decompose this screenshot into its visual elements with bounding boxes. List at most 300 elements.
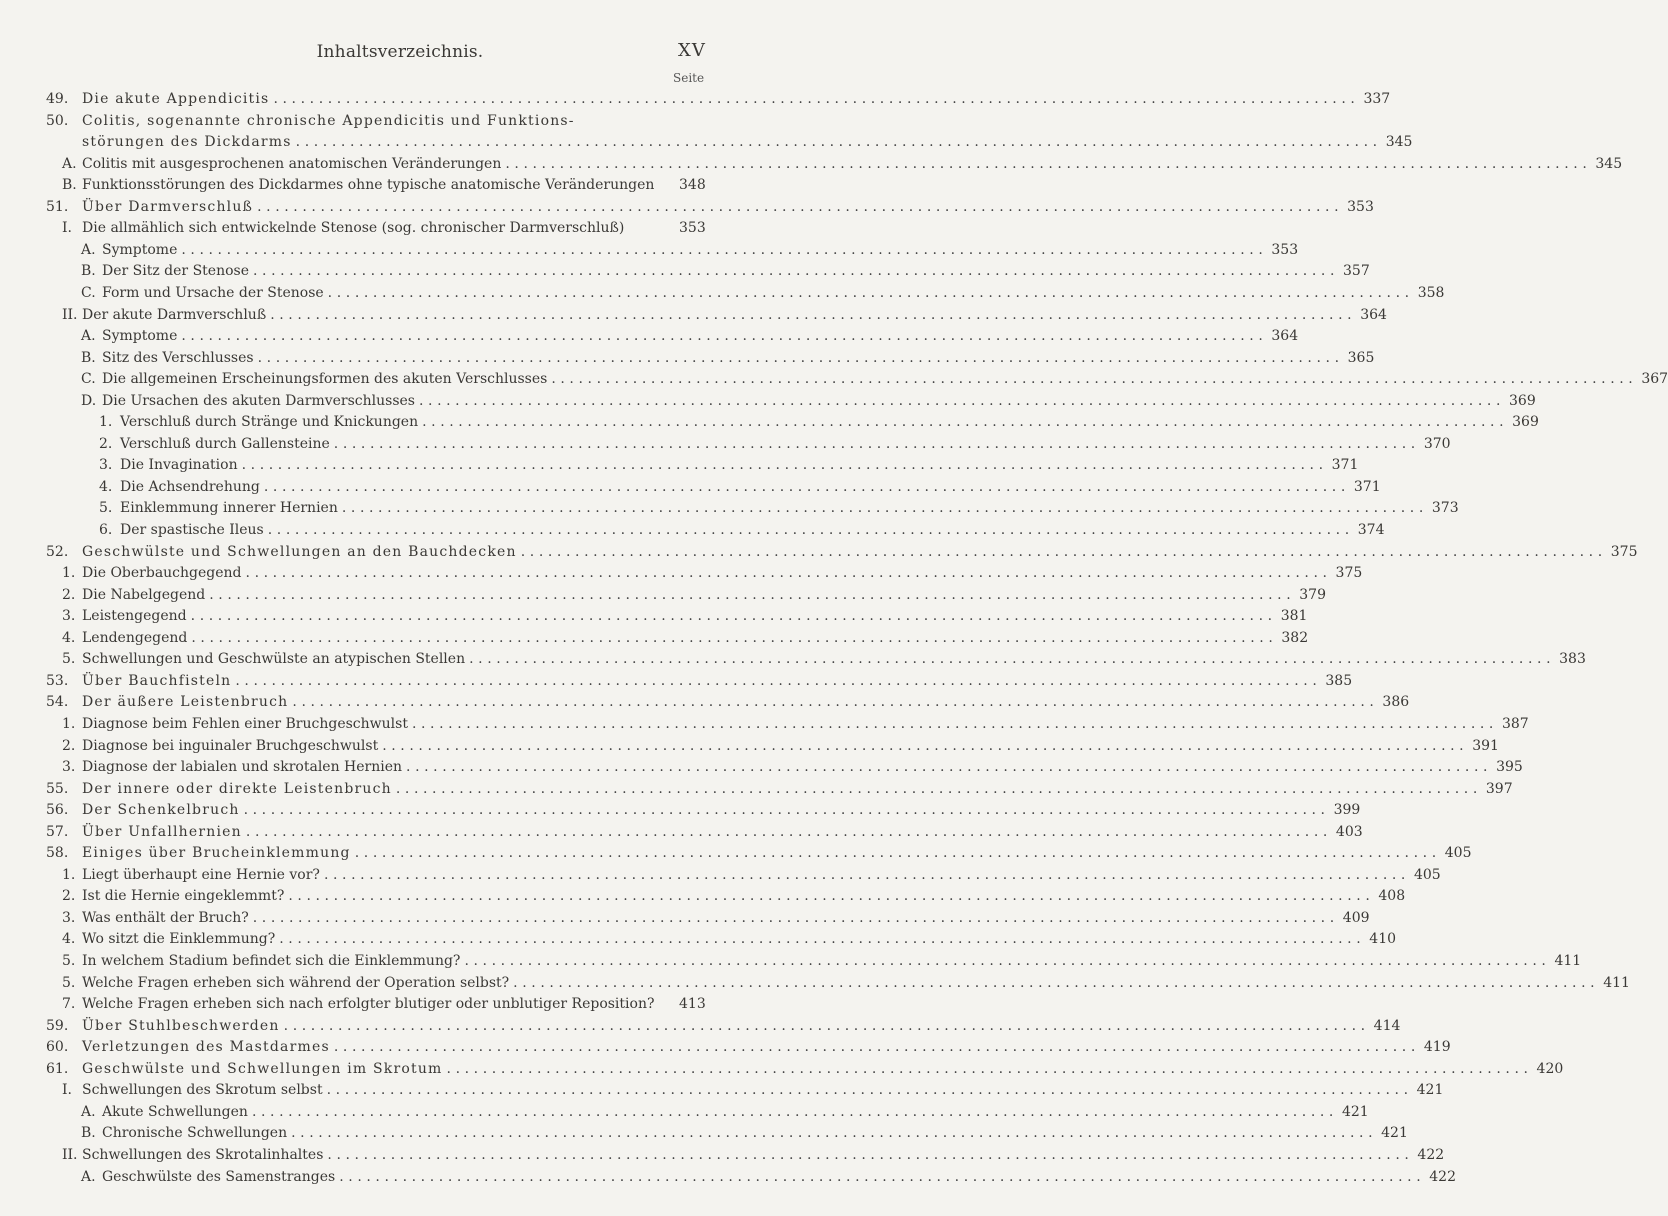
- toc-entry-number: 4.: [62, 629, 76, 646]
- toc-entry-page: 371: [1353, 478, 1381, 495]
- toc-entry-line: [82, 153, 1623, 175]
- dot-leader: ........................................................................................................................: [257, 198, 1344, 215]
- toc-entry-line: [102, 325, 1299, 347]
- toc-entry-title: Der spastische Ileus: [120, 522, 264, 538]
- toc-entry-title: Diagnose der labialen und skrotalen Hernien: [82, 759, 403, 776]
- toc-entry-title: Diagnose beim Fehlen einer Bruchgeschwulst: [82, 715, 408, 732]
- toc-entry-number: II.: [62, 1146, 78, 1163]
- toc-entry: [0, 368, 1668, 390]
- toc-entry-number: 2.: [62, 737, 76, 754]
- dot-leader: ........................................................................................................................: [279, 931, 1366, 948]
- toc-entry: [0, 217, 800, 239]
- dot-leader: ........................................................................................................................: [339, 1168, 1426, 1185]
- dot-leader: ........................................................................................................................: [327, 284, 1414, 301]
- dot-leader: ........................................................................................................................: [446, 1060, 1533, 1077]
- toc-entry-number: A.: [81, 328, 96, 345]
- toc-entry-page: 410: [1369, 931, 1397, 948]
- toc-entry-line: [82, 605, 1308, 627]
- toc-entry-number: 58.: [46, 845, 69, 862]
- toc-entry-line: [82, 1036, 1451, 1058]
- toc-entry-page: 365: [1347, 349, 1375, 366]
- toc-entry: [0, 325, 1299, 347]
- toc-entry: [0, 541, 1638, 563]
- toc-entry-title: Schwellungen und Geschwülste an atypischen Stellen: [82, 651, 466, 668]
- toc-entry-line: [82, 1015, 1401, 1037]
- toc-entry-page: 387: [1501, 715, 1529, 732]
- toc-entry-page: 422: [1429, 1168, 1456, 1185]
- toc-entry-number: 54.: [46, 694, 69, 711]
- toc-entry-line: [82, 735, 1499, 757]
- toc-entry: [0, 110, 800, 132]
- toc-entry: [0, 1015, 1401, 1037]
- dot-leader: ........................................................................................................................: [245, 565, 1332, 582]
- toc-entry: [0, 799, 1361, 821]
- toc-entry-number: 1.: [62, 565, 76, 582]
- toc-entry-line: [102, 368, 1668, 390]
- toc-entry-page: 414: [1373, 1017, 1401, 1034]
- dot-leader: ........................................................................................................................: [181, 241, 1268, 258]
- toc-entry-line: [82, 1144, 1445, 1166]
- toc-entry-number: C.: [81, 371, 96, 388]
- toc-entry-title: Symptome: [102, 241, 178, 258]
- toc-entry-page: 411: [1603, 974, 1630, 991]
- toc-entry-line: [82, 627, 1309, 649]
- toc-entry-line: [82, 950, 1582, 972]
- toc-entry-page: 353: [1271, 241, 1299, 258]
- toc-entry: [0, 1036, 1451, 1058]
- dot-leader: ........................................................................................................................: [422, 414, 1509, 431]
- toc-entry-number: A.: [81, 241, 96, 258]
- toc-entry-title: Chronische Schwellungen: [102, 1125, 288, 1142]
- toc-entry-line: [82, 928, 1397, 950]
- toc-entry-number: 3.: [62, 608, 76, 625]
- toc-entry-number: 59.: [46, 1017, 69, 1034]
- dot-leader: ........................................................................................................................: [411, 715, 1498, 732]
- toc-entry-title: Form und Ursache der Stenose: [102, 284, 324, 301]
- toc-entry-page: 381: [1280, 608, 1308, 625]
- toc-entry-page: 391: [1472, 737, 1499, 754]
- toc-entry: [0, 821, 1363, 843]
- toc-entry-number: 5.: [62, 974, 76, 991]
- toc-entry: [0, 1058, 1564, 1080]
- toc-entry-page: 385: [1325, 672, 1353, 689]
- toc-entry-title: Über Unfallhernien: [82, 823, 242, 840]
- toc-entry-title: Der Sitz der Stenose: [102, 263, 249, 280]
- toc-entry-number: 49.: [46, 91, 69, 107]
- dot-leader: ........................................................................................................................: [283, 1017, 1370, 1034]
- toc-entry-number: 1.: [99, 414, 113, 431]
- toc-entry-page: 409: [1342, 909, 1370, 926]
- toc-entry-number: 5.: [62, 651, 76, 668]
- toc-entry-page: 375: [1335, 565, 1363, 582]
- toc-entry: [0, 713, 1529, 735]
- toc-entry: [0, 735, 1499, 757]
- toc-entry: [0, 842, 1472, 864]
- toc-entry-title: Funktionsstörungen des Dickdarmes ohne typische anatomische Veränderungen: [82, 177, 655, 194]
- toc-entry-title: Die Nabelgegend: [82, 586, 206, 603]
- toc-entry-line: [82, 1058, 1564, 1080]
- toc-entry-line: [102, 1166, 1456, 1188]
- toc-entry-line: [102, 260, 1370, 282]
- toc-entry-line: [120, 519, 1385, 541]
- toc-entry: [0, 562, 1363, 584]
- toc-entry-number: 3.: [62, 909, 76, 926]
- toc-entry-line: [120, 454, 1359, 476]
- toc-entry: [0, 153, 1623, 175]
- toc-entry: [0, 476, 1381, 498]
- toc-entry-title: Akute Schwellungen: [102, 1103, 248, 1120]
- toc-entry-page: 405: [1413, 866, 1441, 883]
- dot-leader: ........................................................................................................................: [295, 134, 1382, 151]
- toc-entry-title: Der innere oder direkte Leistenbruch: [82, 780, 392, 797]
- toc-entry-page: 383: [1559, 651, 1586, 668]
- toc-entry-number: 3.: [99, 457, 113, 474]
- dot-leader: ........................................................................................................................: [406, 759, 1493, 776]
- dot-leader: ........................................................................................................................: [209, 586, 1296, 603]
- toc-entry-title: Die Invagination: [120, 457, 238, 474]
- toc-entry-title: störungen des Dickdarms: [82, 134, 292, 151]
- toc-entry: [0, 454, 1359, 476]
- toc-entry-page: 353: [1347, 198, 1374, 215]
- toc-entry-title: Colitis mit ausgesprochenen anatomischen Veränderungen: [82, 155, 502, 172]
- toc-entry-title: Welche Fragen erheben sich während der Operation selbst?: [82, 974, 510, 991]
- dot-leader: ........................................................................................................................: [291, 1125, 1378, 1142]
- dot-leader: ........................................................................................................................: [354, 845, 1441, 862]
- toc-entry-page: 364: [1360, 306, 1387, 323]
- toc-entry-number: 60.: [46, 1039, 69, 1056]
- dot-leader: ........................................................................................................................: [513, 974, 1600, 991]
- toc-entry-line: [102, 347, 1375, 369]
- toc-entry-page: 374: [1357, 522, 1385, 538]
- toc-entry-title: Die akute Appendicitis: [82, 91, 270, 107]
- dot-leader: ........................................................................................................................: [464, 953, 1551, 969]
- toc-entry-title: Wo sitzt die Einklemmung?: [82, 931, 276, 948]
- toc-entry-page: 382: [1281, 629, 1309, 646]
- toc-entry-page: 369: [1509, 392, 1536, 409]
- page-number: XV: [678, 40, 706, 61]
- toc-entry-title: Ist die Hernie eingeklemmt?: [82, 888, 285, 905]
- toc-entry-number: 51.: [46, 198, 69, 215]
- toc-entry-number: 53.: [46, 672, 69, 689]
- toc-entry: [0, 282, 1445, 304]
- toc-entry-line: [82, 864, 1441, 886]
- toc-entry: [0, 1166, 1456, 1188]
- toc-entry-line: [102, 282, 1445, 304]
- toc-entry-number: B.: [81, 349, 96, 366]
- toc-entry-title: Der Schenkelbruch: [82, 802, 240, 819]
- toc-entry-page: 421: [1341, 1103, 1369, 1120]
- toc-entry-number: 7.: [62, 996, 76, 1013]
- toc-entry-number: 55.: [46, 780, 69, 797]
- toc-entry-page: 375: [1610, 543, 1638, 560]
- toc-entry-number: 2.: [62, 888, 76, 905]
- toc-entry-number: 57.: [46, 823, 69, 840]
- toc-entry-title: Der äußere Leistenbruch: [82, 694, 289, 711]
- toc-entry-page: 411: [1554, 953, 1582, 969]
- toc-entry-line: [82, 131, 1413, 153]
- toc-entry: [0, 928, 1397, 950]
- toc-entry-number: 56.: [46, 802, 69, 819]
- toc-entry-line: [82, 670, 1353, 692]
- toc-entry-number: 50.: [46, 112, 69, 129]
- dot-leader: ........................................................................................................................: [270, 306, 1357, 323]
- dot-leader: ........................................................................................................................: [263, 478, 1350, 495]
- toc-entry-line: [120, 433, 1451, 455]
- toc-entry-page: 371: [1331, 457, 1359, 474]
- toc-entry: [0, 670, 1353, 692]
- toc-entry-number: 4.: [99, 478, 113, 495]
- page-column-label: Seite: [673, 71, 705, 85]
- dot-leader: ........................................................................................................................: [251, 1103, 1338, 1120]
- toc-entry-title: Die Ursachen des akuten Darmverschlusses: [102, 392, 415, 409]
- toc-entry-page: 422: [1417, 1146, 1445, 1163]
- toc-entry-number: B.: [62, 177, 77, 194]
- toc-entry-page: 421: [1381, 1125, 1408, 1142]
- toc-entry-page: 408: [1378, 888, 1406, 905]
- dot-leader: ........................................................................................................................: [505, 155, 1592, 172]
- toc-entry-title: Geschwülste des Samenstranges: [102, 1168, 336, 1185]
- toc-entry-number: A.: [81, 1168, 96, 1185]
- toc-entry-page: 379: [1299, 586, 1326, 603]
- toc-entry-page: 413: [679, 996, 706, 1013]
- dot-leader: ........................................................................................................................: [382, 737, 1469, 754]
- toc-entry-title: Verschluß durch Gallensteine: [120, 435, 330, 452]
- toc-entry-number: 1.: [62, 866, 76, 883]
- toc-entry-title: Verschluß durch Stränge und Knickungen: [120, 414, 419, 431]
- toc-entry-page: 337: [1363, 91, 1391, 107]
- toc-entry-line: [102, 390, 1536, 412]
- toc-entry-line: [82, 778, 1513, 800]
- toc-entry-line: [102, 239, 1299, 261]
- toc-entry-page: 386: [1382, 694, 1410, 711]
- toc-entry-number: 6.: [99, 522, 113, 538]
- toc-entry-title: Diagnose bei inguinaler Bruchgeschwulst: [82, 737, 379, 754]
- dot-leader: ........................................................................................................................: [245, 823, 1332, 840]
- toc-entry-title: Über Bauchfisteln: [82, 672, 232, 689]
- toc-entry-line: [82, 993, 709, 1015]
- toc-entry-number: 61.: [46, 1060, 69, 1077]
- toc-entry-line: [102, 1122, 1408, 1144]
- dot-leader: ........................................................................................................................: [551, 371, 1638, 388]
- dot-leader: ........................................................................................................................: [267, 522, 1354, 538]
- toc-entry: [0, 519, 1385, 541]
- toc-entry-title: Die allmählich sich entwickelnde Stenose (sog. chronischer Darmverschluß): [82, 220, 625, 237]
- toc-entry: [0, 411, 1539, 433]
- toc-entry-line: [82, 756, 1523, 778]
- toc-entry-title: Sitz des Verschlusses: [102, 349, 254, 366]
- dot-leader: ........................................................................................................................: [252, 909, 1339, 926]
- toc-entry: [0, 648, 1586, 670]
- toc-entry-line: [82, 885, 1406, 907]
- toc-entry-title: Symptome: [102, 328, 178, 345]
- toc-entry-number: 1.: [62, 715, 76, 732]
- toc-entry-page: 364: [1271, 328, 1299, 345]
- toc-entry-number: A.: [62, 155, 77, 172]
- toc-entry-page: 421: [1416, 1082, 1444, 1099]
- toc-entry-number: 2.: [99, 435, 113, 452]
- toc-entry: [0, 239, 1299, 261]
- toc-entry-number: 4.: [62, 931, 76, 948]
- dot-leader: ........................................................................................................................: [292, 694, 1379, 711]
- toc-entry-page: 353: [679, 220, 706, 237]
- toc-entry-line: [82, 907, 1370, 929]
- toc-entry-page: 373: [1431, 500, 1459, 517]
- toc-entry: [0, 304, 1387, 326]
- toc-entry-title: Leistengegend: [82, 608, 187, 625]
- toc-entry-title: Welche Fragen erheben sich nach erfolgter blutiger oder unblutiger Reposition?: [82, 996, 655, 1013]
- toc-entry-title: Colitis, sogenannte chronische Appendicitis und Funktions-: [82, 112, 575, 129]
- dot-leader: ........................................................................................................................: [288, 888, 1375, 905]
- dot-leader: ........................................................................................................................: [326, 1082, 1413, 1099]
- toc-entry-title: Was enthält der Bruch?: [82, 909, 249, 926]
- toc-entry-title: Die allgemeinen Erscheinungsformen des akuten Verschlusses: [102, 371, 548, 388]
- toc-entry: [0, 347, 1375, 369]
- toc-entry: [0, 756, 1523, 778]
- toc-entry-page: 370: [1423, 435, 1451, 452]
- toc-entry-line: [120, 476, 1381, 498]
- toc-entry-page: 399: [1333, 802, 1361, 819]
- toc-entry-page: 345: [1595, 155, 1623, 172]
- toc-entry-title: Die Oberbauchgegend: [82, 565, 242, 582]
- toc-entry-line: [120, 411, 1539, 433]
- toc-entry-line: [82, 842, 1472, 864]
- toc-entry-number: 2.: [62, 586, 76, 603]
- toc-entry-number: D.: [81, 392, 97, 409]
- toc-entry-title: Lendengegend: [82, 629, 188, 646]
- toc-entry-page: 345: [1385, 134, 1413, 151]
- toc-entry-page: 405: [1444, 845, 1472, 862]
- toc-entry-title: Einiges über Brucheinklemmung: [82, 845, 351, 862]
- toc-entry: [0, 885, 1406, 907]
- toc-entry: [0, 131, 1413, 153]
- toc-entry-page: 419: [1423, 1039, 1451, 1056]
- toc-entry: [0, 260, 1370, 282]
- toc-entry-line: [82, 174, 709, 196]
- toc-entry-title: Über Darmverschluß: [82, 198, 254, 215]
- toc-entry: [0, 864, 1441, 886]
- toc-entry-number: I.: [62, 220, 72, 237]
- toc-entry-line: [82, 821, 1363, 843]
- toc-entry: [0, 584, 1326, 606]
- toc-entry: [0, 433, 1451, 455]
- toc-entry-title: In welchem Stadium befindet sich die Einklemmung?: [82, 953, 461, 969]
- toc-entry-line: [82, 648, 1586, 670]
- toc-entry-title: Die Achsendrehung: [120, 478, 260, 495]
- toc-entry: [0, 1122, 1408, 1144]
- toc-entry-line: [82, 691, 1410, 713]
- toc-entry-title: Geschwülste und Schwellungen im Skrotum: [82, 1060, 443, 1077]
- toc-entry: [0, 1101, 1369, 1123]
- toc-entry-page: 403: [1335, 823, 1363, 840]
- toc-entry: [0, 1079, 1444, 1101]
- toc-entry-title: Schwellungen des Skrotum selbst: [82, 1082, 323, 1099]
- toc-entry-line: [102, 1101, 1369, 1123]
- toc-entry-title: Über Stuhlbeschwerden: [82, 1017, 280, 1034]
- dot-leader: ........................................................................................................................: [235, 672, 1322, 689]
- toc-entry-number: 52.: [46, 543, 69, 560]
- toc-entry: [0, 497, 1459, 519]
- toc-entry: [0, 88, 1391, 110]
- toc-entry-number: B.: [81, 1125, 96, 1142]
- toc-entry: [0, 950, 1582, 972]
- toc-entry-line: [82, 196, 1374, 218]
- toc-entry: [0, 390, 1536, 412]
- dot-leader: ........................................................................................................................: [520, 543, 1607, 560]
- dot-leader: ........................................................................................................................: [273, 91, 1360, 107]
- toc-entry-line: [82, 1079, 1444, 1101]
- dot-leader: ........................................................................................................................: [418, 392, 1506, 409]
- toc-entry-page: 395: [1496, 759, 1523, 776]
- toc-entry-title: Liegt überhaupt eine Hernie vor?: [82, 866, 320, 883]
- toc-entry-number: C.: [81, 284, 96, 301]
- toc-entry-number: A.: [81, 1103, 96, 1120]
- toc-entry: [0, 778, 1513, 800]
- toc-entry-line: [82, 972, 1630, 994]
- toc-entry: [0, 907, 1370, 929]
- toc-entry-title: Geschwülste und Schwellungen an den Bauchdecken: [82, 543, 517, 560]
- toc-entry-page: 397: [1485, 780, 1513, 797]
- toc-entry: [0, 627, 1309, 649]
- dot-leader: ........................................................................................................................: [252, 263, 1340, 280]
- toc-entry-line: [82, 217, 709, 239]
- toc-entry-page: 357: [1343, 263, 1370, 280]
- toc-entry: [0, 691, 1410, 713]
- dot-leader: ........................................................................................................................: [333, 435, 1420, 452]
- toc-entry: [0, 196, 1374, 218]
- dot-leader: ........................................................................................................................: [395, 780, 1482, 797]
- toc-entry-title: Verletzungen des Mastdarmes: [82, 1039, 330, 1056]
- running-head: Inhaltsverzeichnis.: [316, 42, 484, 62]
- toc-entry-number: II.: [62, 306, 78, 323]
- toc-entry: [0, 605, 1308, 627]
- dot-leader: ........................................................................................................................: [243, 802, 1330, 819]
- dot-leader: ........................................................................................................................: [323, 866, 1410, 883]
- toc-entry-line: [82, 713, 1529, 735]
- dot-leader: ........................................................................................................................: [469, 651, 1556, 668]
- toc-entry-line: [82, 304, 1387, 326]
- toc-entry: [0, 174, 800, 196]
- dot-leader: ........................................................................................................................: [241, 457, 1328, 474]
- toc-entry: [0, 972, 1630, 994]
- dot-leader: ........................................................................................................................: [181, 328, 1268, 345]
- toc-entry-number: B.: [81, 263, 96, 280]
- dot-leader: ........................................................................................................................: [191, 629, 1278, 646]
- toc-entry-number: 3.: [62, 759, 76, 776]
- toc-entry: [0, 993, 800, 1015]
- toc-entry: [0, 1144, 1445, 1166]
- toc-entry-number: I.: [62, 1082, 72, 1099]
- toc-entry-line: [82, 799, 1361, 821]
- toc-entry-number: 5.: [99, 500, 113, 517]
- toc-entry-page: 369: [1512, 414, 1539, 431]
- toc-entry-line: [82, 562, 1363, 584]
- toc-entry-title: Einklemmung innerer Hernien: [120, 500, 338, 517]
- toc-entry-line: [82, 584, 1326, 606]
- toc-entry-page: 420: [1536, 1060, 1564, 1077]
- toc-entry-page: 358: [1417, 284, 1445, 301]
- toc-entry-line: [82, 110, 709, 132]
- dot-leader: ........................................................................................................................: [327, 1146, 1414, 1163]
- dot-leader: ........................................................................................................................: [333, 1039, 1420, 1056]
- toc-entry-page: 367: [1641, 371, 1668, 388]
- toc-entry-title: Schwellungen des Skrotalinhaltes: [82, 1146, 324, 1163]
- dot-leader: ........................................................................................................................: [190, 608, 1277, 625]
- toc-entry-title: Der akute Darmverschluß: [82, 306, 267, 323]
- dot-leader: ........................................................................................................................: [257, 349, 1344, 366]
- toc-entry-page: 348: [679, 177, 706, 194]
- dot-leader: ........................................................................................................................: [341, 500, 1428, 517]
- toc-entry-number: 5.: [62, 953, 76, 969]
